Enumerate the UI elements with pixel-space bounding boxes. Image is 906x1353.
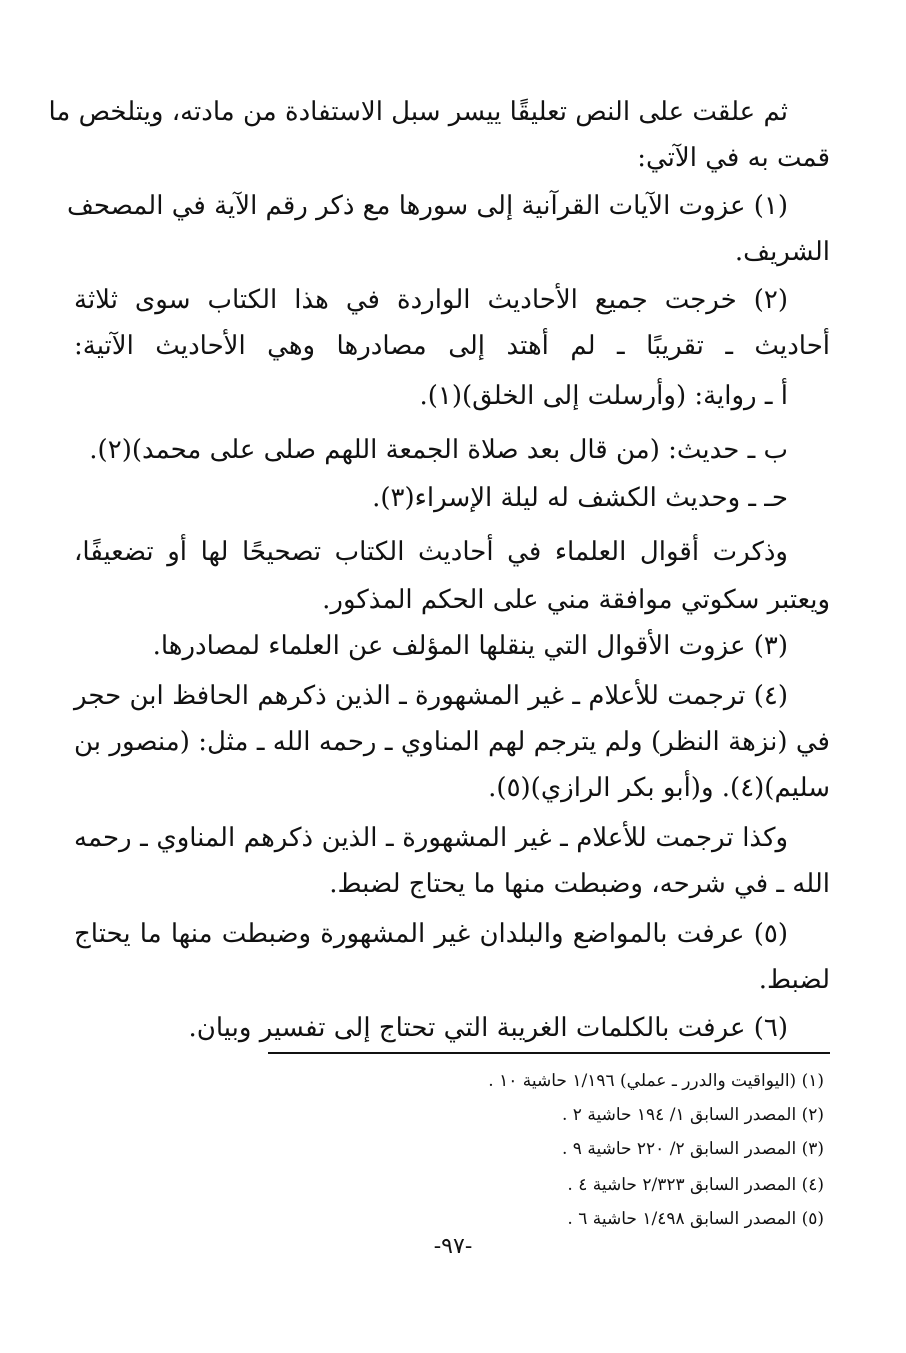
- text-line: (٢) خرجت جميع الأحاديث الواردة في هذا الكتاب سوى ثلاثة: [74, 285, 789, 315]
- footnote: (١) (اليواقيت والدرر ـ عملي) ١/١٩٦ حاشية ١٠ .: [488, 1071, 824, 1091]
- footnote-separator: [268, 1052, 830, 1054]
- text-line: أ ـ رواية: (وأرسلت إلى الخلق)(١).: [419, 381, 788, 411]
- text-line: (٤) ترجمت للأعلام ـ غير المشهورة ـ الذين ذكرهم الحافظ ابن حجر: [74, 681, 788, 711]
- text-line: أحاديث ـ تقريبًا ـ لم أهتد إلى مصادرها وهي الأحاديث الآتية:: [74, 331, 830, 361]
- text-line: ب ـ حديث: (من قال بعد صلاة الجمعة اللهم صلى على محمد)(٢).: [89, 435, 788, 465]
- text-line: وكذا ترجمت للأعلام ـ غير المشهورة ـ الذين ذكرهم المناوي ـ رحمه: [74, 823, 788, 853]
- text-line: في (نزهة النظر) ولم يترجم لهم المناوي ـ رحمه الله ـ مثل: (منصور بن: [74, 727, 830, 757]
- footnote: (٤) المصدر السابق ٢/٣٢٣ حاشية ٤ .: [567, 1175, 824, 1195]
- text-line: (٦) عرفت بالكلمات الغريبة التي تحتاج إلى تفسير وبيان.: [188, 1013, 788, 1043]
- footnote: (٥) المصدر السابق ١/٤٩٨ حاشية ٦ .: [567, 1209, 824, 1229]
- footnote: (٢) المصدر السابق ١/ ١٩٤ حاشية ٢ .: [561, 1105, 824, 1125]
- text-line: (٥) عرفت بالمواضع والبلدان غير المشهورة وضبطت منها ما يحتاج: [74, 919, 788, 949]
- text-line: لضبط.: [758, 965, 830, 995]
- text-line: وذكرت أقوال العلماء في أحاديث الكتاب تصحيحًا لها أو تضعيفًا،: [74, 537, 788, 567]
- text-line: سليم)(٤). و(أبو بكر الرازي)(٥).: [488, 773, 830, 803]
- text-line: الله ـ في شرحه، وضبطت منها ما يحتاج لضبط.: [329, 869, 830, 899]
- text-line: (١) عزوت الآيات القرآنية إلى سورها مع ذكر رقم الآية في المصحف: [67, 191, 788, 221]
- text-line: قمت به في الآتي:: [637, 143, 830, 173]
- text-line: ثم علقت على النص تعليقًا ييسر سبل الاستفادة من مادته، ويتلخص ما: [48, 97, 788, 127]
- footnote: (٣) المصدر السابق ٢/ ٢٢٠ حاشية ٩ .: [561, 1139, 824, 1159]
- text-line: حـ ـ وحديث الكشف له ليلة الإسراء(٣).: [372, 483, 788, 513]
- text-line: ويعتبر سكوتي موافقة مني على الحكم المذكور.: [322, 585, 830, 615]
- text-line: الشريف.: [734, 237, 830, 267]
- text-line: (٣) عزوت الأقوال التي ينقلها المؤلف عن العلماء لمصادرها.: [152, 631, 788, 661]
- page-number: -٩٧-: [433, 1234, 473, 1259]
